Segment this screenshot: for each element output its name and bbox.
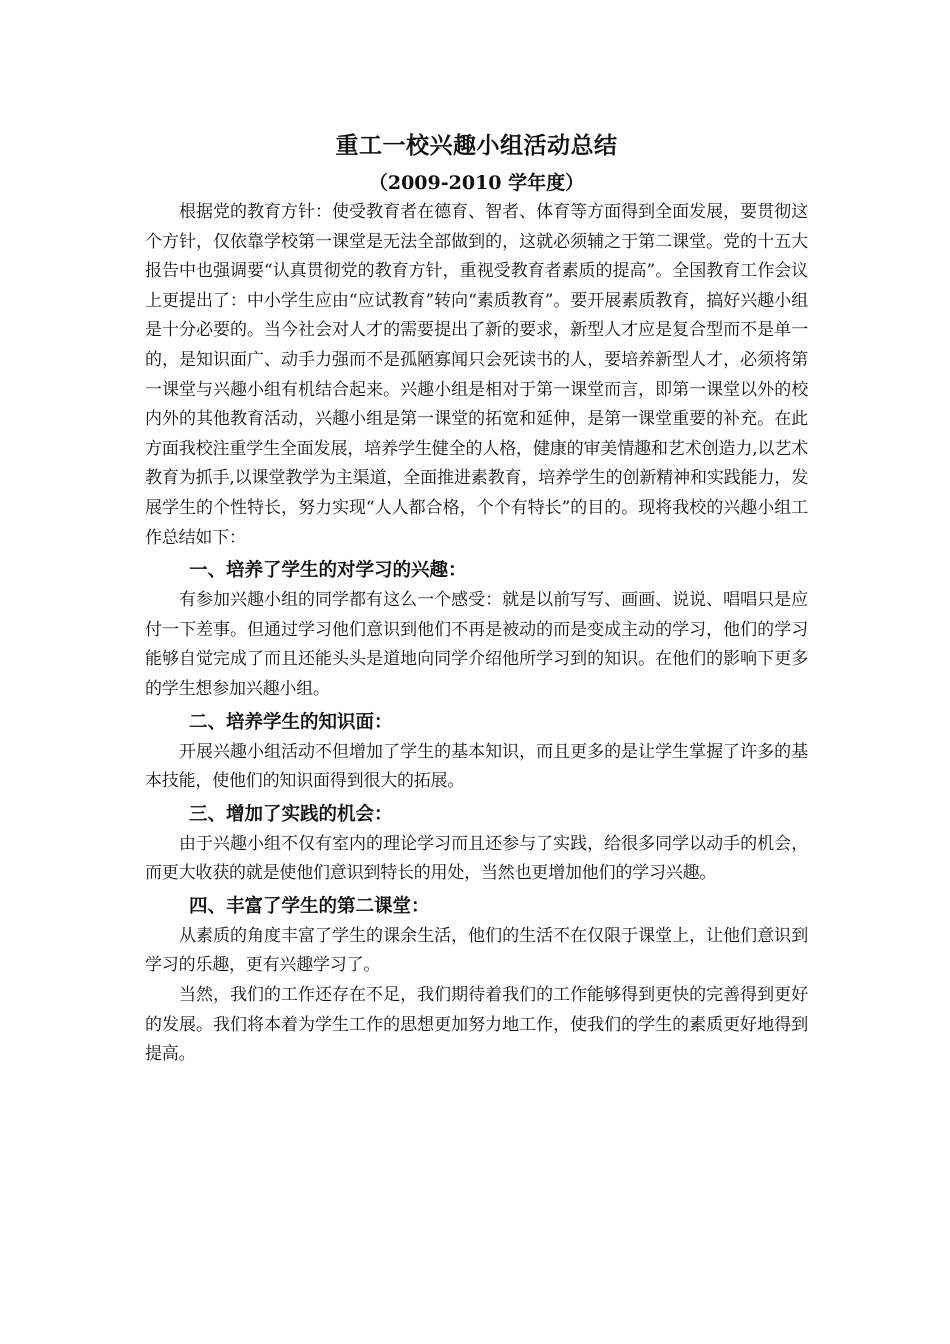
section-heading-4: 四、丰富了学生的第二课堂： — [189, 895, 430, 917]
section-body-3: 由于兴趣小组不仅有室内的理论学习而且还参与了实践，给很多同学以动手的机会，而更大收获的就是使他们意识到特长的用处，当然也更增加他们的学习兴趣。 — [145, 833, 808, 884]
document-subtitle: （2009-2010 学年度） — [368, 172, 585, 194]
document-title: 重工一校兴趣小组活动总结 — [335, 133, 618, 159]
section-body-4: 从素质的角度丰富了学生的课余生活，他们的生活不在仅限于课堂上，让他们意识到学习的乐趣，更有兴趣学习了。 — [145, 925, 808, 976]
section-heading-2: 二、培养学生的知识面： — [189, 711, 393, 733]
section-heading-1: 一、培养了学生的对学习的兴趣： — [189, 560, 467, 582]
section-body-1: 有参加兴趣小组的同学都有这么一个感受：就是以前写写、画画、说说、唱唱只是应付一下差事。但通过学习他们意识到他们不再是被动的而是变成主动的学习，他们的学习能够自觉完成了而且还能头头是道地向同学介绍他所学习到的知识。在他们的影响下更多的学生想参加兴趣小组。 — [145, 590, 808, 699]
section-heading-3: 三、增加了实践的机会： — [189, 803, 393, 825]
document-page — [145, 128, 808, 1070]
intro-paragraph: 根据党的教育方针：使受教育者在德育、智者、体育等方面得到全面发展，要贯彻这个方针，仅依靠学校第一课堂是无法全部做到的，这就必须辅之于第二课堂。党的十五大报告中也强调要“认真贯彻党的教育方针，重视受教育者素质的提高”。全国教育工作会议上更提出了：中小学生应由“应试教育”转向“素质教育”。要开展素质教育，搞好兴趣小组是十分必要的。当今社会对人才的需要提出了新的要求，新型人才应是复合型而不是单一的，是知识面广、动手力强而不是孤陋寡闻只会死读书的人，要培养新型人才，必须将第一课堂与兴趣小组有机结合起来。兴趣小组是相对于第一课堂而言，即第一课堂以外的校内外的其他教育活动，兴趣小组是第一课堂的拓宽和延伸，是第一课堂重要的补充。在此方面我校注重学生全面发展，培养学生健全的人格，健康的审美情趣和艺术创造力,以艺术教育为抓手,以课堂教学为主渠道，全面推进素教育，培养学生的创新精神和实践能力，发展学生的个性特长，努力实现“人人都合格，个个有特长”的目的。现将我校的兴趣小组工作总结如下： — [145, 202, 808, 548]
section-body-2: 开展兴趣小组活动不但增加了学生的基本知识，而且更多的是让学生掌握了许多的基本技能，使他们的知识面得到很大的拓展。 — [145, 741, 808, 792]
conclusion-paragraph: 当然，我们的工作还存在不足，我们期待着我们的工作能够得到更快的完善得到更好的发展。我们将本着为学生工作的思想更加努力地工作，使我们的学生的素质更好地得到提高。 — [145, 985, 808, 1065]
